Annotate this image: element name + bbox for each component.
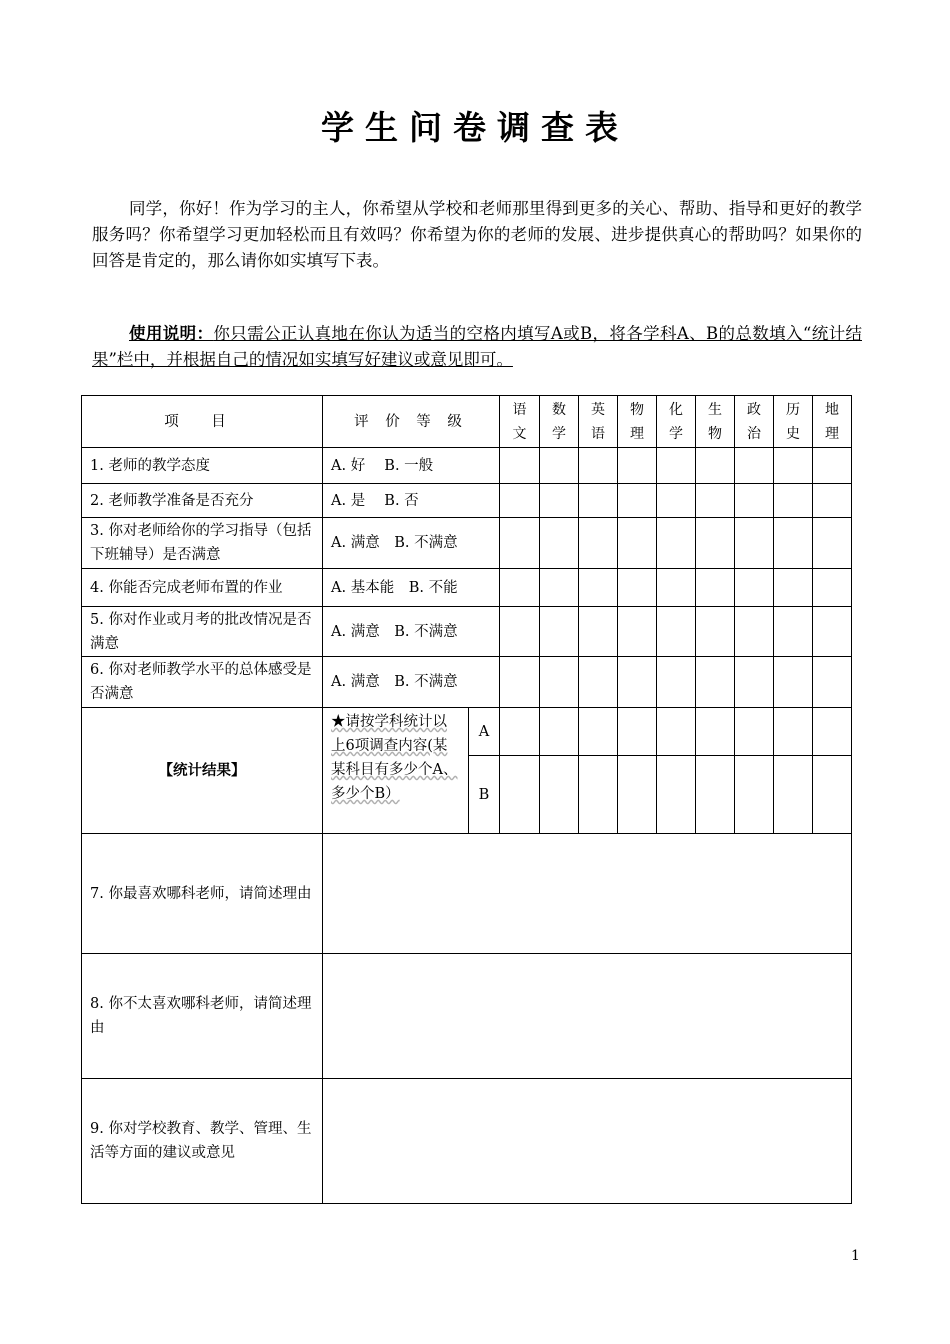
answer-cell[interactable]	[813, 569, 852, 607]
answer-cell[interactable]	[774, 448, 813, 484]
header-subject-biology: 生 物	[696, 396, 735, 448]
answer-cell[interactable]	[657, 448, 696, 484]
header-subject-english: 英 语	[579, 396, 618, 448]
stat-a-label: A	[469, 708, 500, 756]
stat-label: 【统计结果】	[82, 708, 323, 834]
answer-cell[interactable]	[774, 607, 813, 657]
answer-cell[interactable]	[813, 657, 852, 708]
answer-cell[interactable]	[657, 657, 696, 708]
table-header-row	[82, 396, 852, 448]
answer-cell[interactable]	[500, 518, 540, 569]
header-item: 项 目	[82, 396, 323, 448]
stat-note: ★请按学科统计以上6项调查内容(某某科目有多少个A、多少个B）	[323, 708, 469, 834]
answer-cell[interactable]	[735, 569, 774, 607]
answer-cell[interactable]	[774, 569, 813, 607]
answer-cell[interactable]	[618, 657, 657, 708]
header-subject-chinese: 语 文	[500, 396, 540, 448]
answer-cell[interactable]	[618, 448, 657, 484]
answer-cell[interactable]	[540, 607, 579, 657]
answer-cell[interactable]	[735, 448, 774, 484]
answer-cell[interactable]	[618, 607, 657, 657]
answer-cell[interactable]	[540, 518, 579, 569]
header-subject-math: 数 学	[540, 396, 579, 448]
question-label: 8. 你不太喜欢哪科老师，请简述理由	[82, 954, 323, 1079]
answer-cell[interactable]	[696, 569, 735, 607]
answer-cell[interactable]	[579, 607, 618, 657]
row-level: A. 满意 B. 不满意	[323, 518, 500, 569]
answer-cell[interactable]	[774, 657, 813, 708]
intro-paragraph: 同学，你好！作为学习的主人，你希望从学校和老师那里得到更多的关心、帮助、指导和更好的教学服务吗？你希望学习更加轻松而且有效吗？你希望为你的老师的发展、进步提供真心的帮助吗？如果你的回答是肯定的，那么请你如实填写下表。	[92, 199, 862, 270]
answer-cell[interactable]	[774, 484, 813, 518]
stat-a-cell[interactable]	[657, 708, 696, 756]
stat-a-cell[interactable]	[618, 708, 657, 756]
answer-cell[interactable]	[657, 607, 696, 657]
answer-area[interactable]	[323, 954, 852, 1079]
question-row	[82, 954, 852, 1079]
header-subject-chemistry: 化 学	[657, 396, 696, 448]
answer-cell[interactable]	[813, 518, 852, 569]
stat-b-cell[interactable]	[618, 756, 657, 834]
page-title: 学生问卷调查表	[321, 108, 629, 147]
answer-cell[interactable]	[696, 518, 735, 569]
stat-a-cell[interactable]	[813, 708, 852, 756]
table-row	[82, 607, 852, 657]
stat-b-cell[interactable]	[813, 756, 852, 834]
page-number: 1	[851, 1248, 860, 1264]
answer-cell[interactable]	[500, 607, 540, 657]
answer-cell[interactable]	[735, 657, 774, 708]
answer-cell[interactable]	[540, 448, 579, 484]
answer-cell[interactable]	[618, 484, 657, 518]
header-level: 评 价 等 级	[323, 396, 500, 448]
header-subject-history: 历 史	[774, 396, 813, 448]
instructions-end: 。	[496, 350, 513, 369]
answer-cell[interactable]	[579, 657, 618, 708]
answer-cell[interactable]	[500, 657, 540, 708]
answer-cell[interactable]	[696, 484, 735, 518]
stat-b-cell[interactable]	[500, 756, 540, 834]
answer-cell[interactable]	[579, 569, 618, 607]
stat-row-a	[82, 708, 852, 756]
answer-cell[interactable]	[735, 607, 774, 657]
row-item: 5. 你对作业或月考的批改情况是否满意	[82, 607, 323, 657]
answer-cell[interactable]	[657, 484, 696, 518]
answer-cell[interactable]	[813, 448, 852, 484]
instructions-label: 使用说明：	[129, 324, 214, 343]
answer-cell[interactable]	[618, 518, 657, 569]
answer-cell[interactable]	[813, 607, 852, 657]
answer-cell[interactable]	[696, 607, 735, 657]
answer-area[interactable]	[323, 1079, 852, 1204]
answer-cell[interactable]	[500, 484, 540, 518]
answer-cell[interactable]	[540, 569, 579, 607]
stat-b-cell[interactable]	[540, 756, 579, 834]
table-row	[82, 569, 852, 607]
answer-cell[interactable]	[813, 484, 852, 518]
row-level: A. 基本能 B. 不能	[323, 569, 500, 607]
table-row	[82, 657, 852, 708]
survey-table	[81, 395, 852, 1204]
row-item: 6. 你对老师教学水平的总体感受是否满意	[82, 657, 323, 708]
answer-cell[interactable]	[579, 518, 618, 569]
stat-a-cell[interactable]	[500, 708, 540, 756]
table-row	[82, 448, 852, 484]
stat-b-cell[interactable]	[735, 756, 774, 834]
stat-a-cell[interactable]	[735, 708, 774, 756]
question-label: 7. 你最喜欢哪科老师，请简述理由	[82, 834, 323, 954]
answer-cell[interactable]	[657, 569, 696, 607]
stat-b-cell[interactable]	[657, 756, 696, 834]
question-row	[82, 834, 852, 954]
stat-a-cell[interactable]	[540, 708, 579, 756]
stat-b-cell[interactable]	[774, 756, 813, 834]
answer-cell[interactable]	[500, 448, 540, 484]
row-level: A. 好 B. 一般	[323, 448, 500, 484]
answer-cell[interactable]	[579, 448, 618, 484]
row-item: 4. 你能否完成老师布置的作业	[82, 569, 323, 607]
question-row	[82, 1079, 852, 1204]
table-row	[82, 484, 852, 518]
table-row	[82, 518, 852, 569]
instructions-text: 你只需公正认真地在你认为适当的空格内填写A或B，将各学科A、B的总数填入“统计结果”栏中，并根据自己的情况如实填写好建议或意见即可	[92, 324, 862, 369]
stat-b-cell[interactable]	[696, 756, 735, 834]
stat-a-cell[interactable]	[579, 708, 618, 756]
row-item: 2. 老师教学准备是否充分	[82, 484, 323, 518]
header-subject-politics: 政 治	[735, 396, 774, 448]
answer-cell[interactable]	[540, 657, 579, 708]
row-level: A. 满意 B. 不满意	[323, 607, 500, 657]
row-item: 1. 老师的教学态度	[82, 448, 323, 484]
stat-a-cell[interactable]	[696, 708, 735, 756]
answer-cell[interactable]	[500, 569, 540, 607]
row-level: A. 是 B. 否	[323, 484, 500, 518]
question-label: 9. 你对学校教育、教学、管理、生活等方面的建议或意见	[82, 1079, 323, 1204]
answer-cell[interactable]	[696, 448, 735, 484]
answer-cell[interactable]	[735, 484, 774, 518]
answer-cell[interactable]	[696, 657, 735, 708]
answer-area[interactable]	[323, 834, 852, 954]
header-subject-physics: 物 理	[618, 396, 657, 448]
header-subject-geography: 地 理	[813, 396, 852, 448]
row-level: A. 满意 B. 不满意	[323, 657, 500, 708]
answer-cell[interactable]	[735, 518, 774, 569]
answer-cell[interactable]	[579, 484, 618, 518]
answer-cell[interactable]	[618, 569, 657, 607]
stat-b-cell[interactable]	[579, 756, 618, 834]
stat-b-label: B	[469, 756, 500, 834]
answer-cell[interactable]	[657, 518, 696, 569]
instructions-paragraph	[92, 321, 862, 373]
answer-cell[interactable]	[540, 484, 579, 518]
row-item: 3. 你对老师给你的学习指导（包括下班辅导）是否满意	[82, 518, 323, 569]
stat-a-cell[interactable]	[774, 708, 813, 756]
answer-cell[interactable]	[774, 518, 813, 569]
